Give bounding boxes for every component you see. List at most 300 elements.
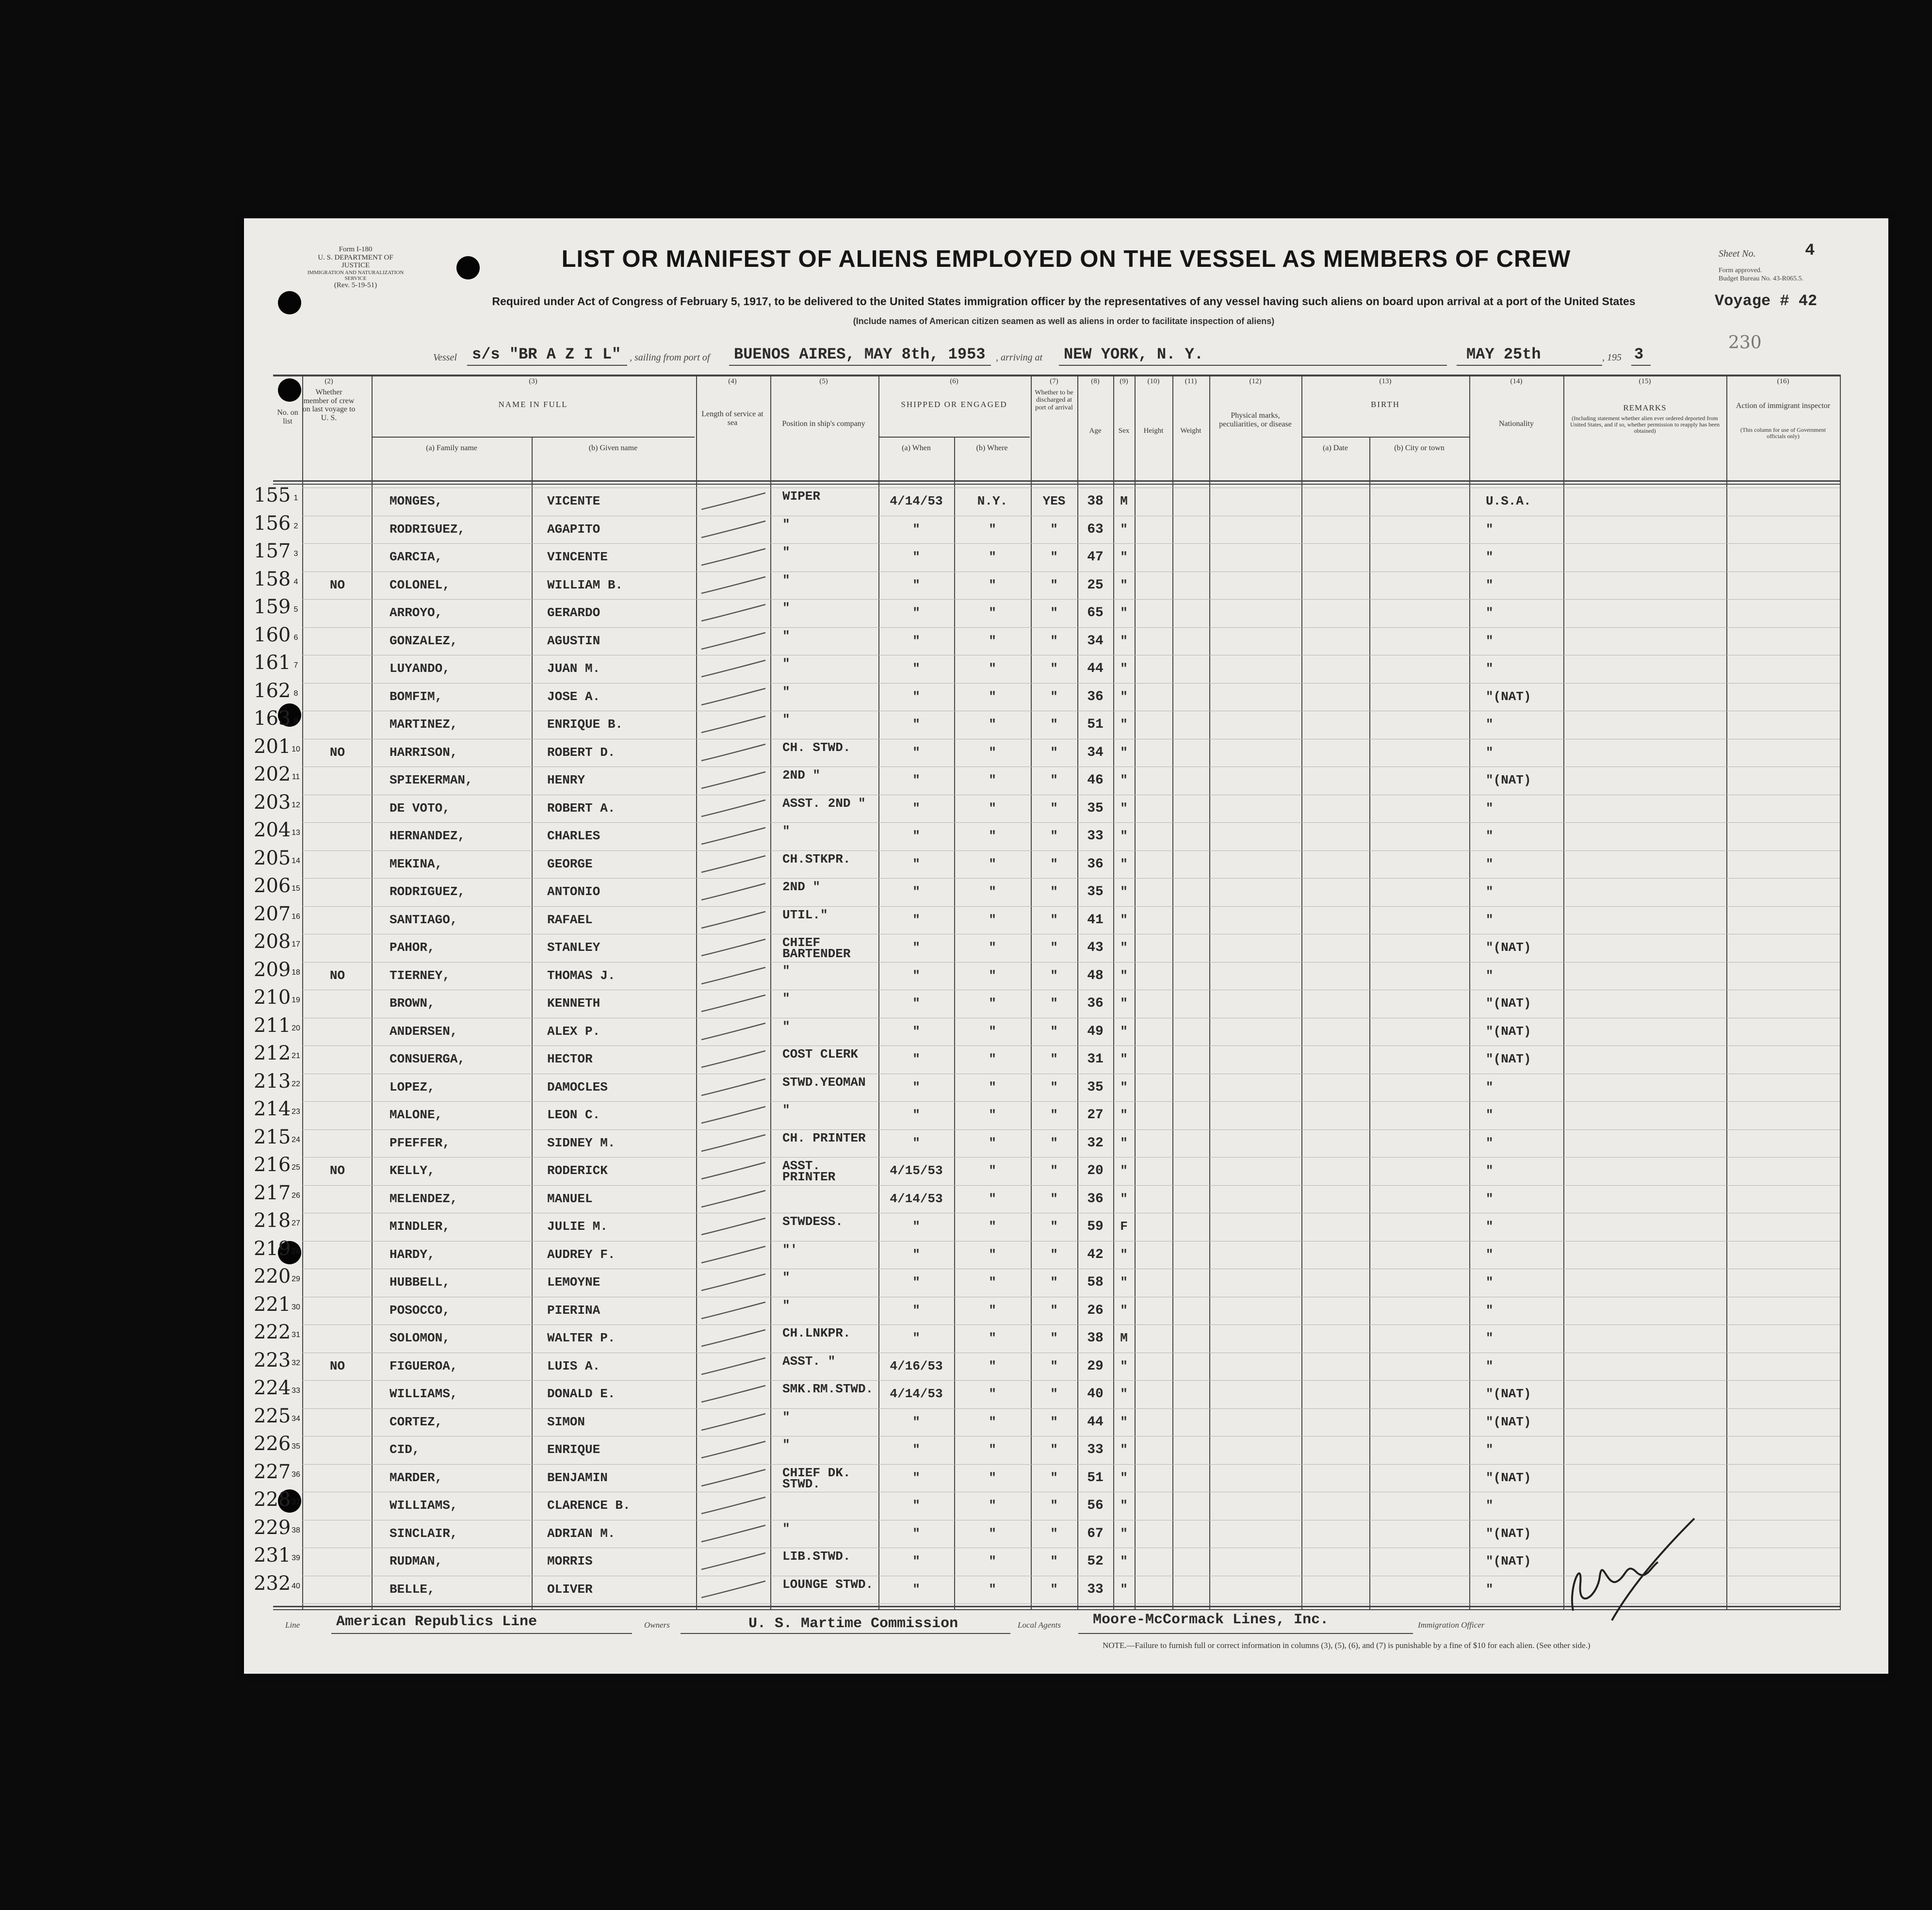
position: " <box>782 684 790 699</box>
table-row <box>244 1377 1888 1411</box>
nationality: "(NAT) <box>1486 1052 1531 1066</box>
age: 67 <box>1087 1526 1104 1541</box>
shipped-where: " <box>989 856 996 871</box>
table-row <box>244 707 1888 741</box>
row-number: 12 <box>292 800 300 809</box>
given-name: MANUEL <box>547 1191 593 1206</box>
age: 65 <box>1087 605 1104 620</box>
family-name: BOMFIM, <box>390 689 443 704</box>
position: ASST. 2ND " <box>782 796 866 811</box>
shipped-where: " <box>989 1331 996 1345</box>
discharged: " <box>1050 1498 1058 1513</box>
row-number: 17 <box>292 940 300 948</box>
shipped-where: " <box>989 968 996 983</box>
handwritten-serial: 156 <box>254 512 291 535</box>
position: " <box>782 1409 790 1424</box>
departure-port: BUENOS AIRES, MAY 8th, 1953 <box>734 345 986 363</box>
sex: " <box>1120 912 1128 927</box>
row-number: 22 <box>292 1079 300 1088</box>
position: UTIL." <box>782 907 828 922</box>
age: 51 <box>1087 1470 1104 1486</box>
given-name: JOSE A. <box>547 689 601 704</box>
family-name: MARTINEZ, <box>390 717 458 732</box>
sex: " <box>1120 633 1128 648</box>
handwritten-serial: 228 <box>254 1488 291 1511</box>
given-name: JULIE M. <box>547 1219 608 1234</box>
handwritten-serial: 161 <box>254 652 291 674</box>
sex: " <box>1120 577 1128 592</box>
row-number: 23 <box>292 1108 300 1116</box>
handwritten-serial: 206 <box>254 875 291 897</box>
age: 27 <box>1087 1108 1104 1123</box>
table-row <box>244 1014 1888 1048</box>
shipped-when: " <box>912 884 920 899</box>
family-name: TIERNEY, <box>390 968 450 983</box>
shipped-where: " <box>989 1414 996 1429</box>
family-name: LUYANDO, <box>390 661 450 676</box>
discharged: " <box>1050 1414 1058 1429</box>
position: CHIEF BARTENDER <box>782 935 851 962</box>
handwritten-serial: 157 <box>254 540 291 562</box>
sex: " <box>1120 1163 1128 1178</box>
family-name: FIGUEROA, <box>390 1358 458 1373</box>
nationality: " <box>1486 912 1494 927</box>
sex: " <box>1120 605 1128 620</box>
age: 36 <box>1087 856 1104 872</box>
service-strike-mark <box>698 490 770 514</box>
shipped-when: " <box>912 1554 920 1568</box>
nationality: " <box>1486 1358 1494 1373</box>
table-row <box>244 1126 1888 1160</box>
header-no-on-list: No. on list <box>277 408 298 425</box>
family-name: LOPEZ, <box>390 1079 435 1094</box>
position: COST CLERK <box>782 1047 859 1061</box>
service-strike-mark <box>698 769 770 793</box>
table-row <box>244 902 1888 937</box>
header-where: (b) Where <box>976 444 1008 452</box>
shipped-when: " <box>912 1442 920 1457</box>
sailing-label: , sailing from port of <box>630 352 710 363</box>
service-strike-mark <box>698 825 770 849</box>
nationality: "(NAT) <box>1486 1414 1531 1429</box>
given-name: HENRY <box>547 773 585 787</box>
table-row <box>244 1070 1888 1104</box>
discharged: " <box>1050 1442 1058 1457</box>
shipped-when: " <box>912 996 920 1011</box>
given-name: VINCENTE <box>547 550 608 564</box>
shipped-where: " <box>989 522 996 537</box>
row-number: 37 <box>292 1498 300 1506</box>
budget-bureau: Budget Bureau No. 43-R065.5. <box>1719 275 1803 282</box>
family-name: POSOCCO, <box>390 1303 450 1318</box>
service-strike-mark <box>698 546 770 570</box>
position: " <box>782 656 790 671</box>
shipped-when: " <box>912 717 920 732</box>
service-strike-mark <box>698 1215 770 1240</box>
discharged: " <box>1050 1247 1058 1262</box>
family-name: GARCIA, <box>390 550 443 564</box>
row-number: 6 <box>293 633 298 642</box>
given-name: CLARENCE B. <box>547 1498 631 1513</box>
punch-hole <box>278 291 301 314</box>
discharged: " <box>1050 1079 1058 1094</box>
discharged: " <box>1050 1191 1058 1206</box>
row-number: 36 <box>292 1470 300 1479</box>
handwritten-serial: 160 <box>254 623 291 646</box>
nationality: " <box>1486 800 1494 816</box>
shipped-where: " <box>989 1191 996 1206</box>
row-number: 14 <box>292 856 300 865</box>
position: " <box>782 572 790 588</box>
service-strike-mark <box>698 881 770 905</box>
age: 20 <box>1087 1163 1104 1178</box>
discharged: " <box>1050 745 1058 760</box>
arriving-label: , arriving at <box>996 352 1043 363</box>
family-name: MELENDEZ, <box>390 1191 458 1206</box>
header-birth-city: (b) City or town <box>1394 444 1445 452</box>
handwritten-serial: 231 <box>254 1544 291 1567</box>
position: " <box>782 1298 790 1313</box>
header-col12-num: (12) <box>1249 377 1262 385</box>
shipped-when: " <box>912 1108 920 1122</box>
row-number: 38 <box>292 1526 300 1535</box>
discharged: " <box>1050 605 1058 620</box>
header-col8-num: (8) <box>1091 377 1100 385</box>
position: " <box>782 545 790 559</box>
handwritten-serial: 221 <box>254 1293 291 1316</box>
given-name: GEORGE <box>547 856 593 871</box>
given-name: DAMOCLES <box>547 1079 608 1094</box>
shipped-where: " <box>989 1358 996 1373</box>
position: STWDESS. <box>782 1214 843 1229</box>
discharged: " <box>1050 940 1058 955</box>
shipped-where: " <box>989 1108 996 1122</box>
given-name: ENRIQUE <box>547 1442 601 1457</box>
shipped-when: " <box>912 856 920 871</box>
header-remarks: REMARKS <box>1623 403 1667 412</box>
punch-hole <box>278 378 301 402</box>
age: 38 <box>1087 1331 1104 1346</box>
handwritten-serial: 209 <box>254 958 291 981</box>
age: 44 <box>1087 1414 1104 1430</box>
sex: M <box>1120 1331 1128 1345</box>
header-bottom-rule <box>273 484 1840 485</box>
nationality: " <box>1486 1275 1494 1290</box>
position: " <box>782 1103 790 1117</box>
discharged: " <box>1050 912 1058 927</box>
shipped-where: " <box>989 1498 996 1513</box>
shipped-when: " <box>912 577 920 592</box>
vessel-label: Vessel <box>433 352 457 363</box>
service-strike-mark <box>698 1188 770 1212</box>
service-strike-mark <box>698 1522 770 1547</box>
table-row <box>244 1433 1888 1467</box>
family-name: SOLOMON, <box>390 1331 450 1345</box>
shipped-when: " <box>912 1275 920 1290</box>
header-name-in-full: NAME IN FULL <box>498 400 568 409</box>
service-strike-mark <box>698 1076 770 1100</box>
sex: " <box>1120 550 1128 564</box>
shipped-where: " <box>989 1024 996 1039</box>
service-strike-mark <box>698 1299 770 1323</box>
position: " <box>782 1437 790 1452</box>
family-name: CONSUERGA, <box>390 1052 466 1066</box>
sex: " <box>1120 717 1128 732</box>
given-name: THOMAS J. <box>547 968 616 983</box>
nationality: " <box>1486 717 1494 732</box>
shipped-where: " <box>989 1303 996 1318</box>
header-col13-num: (13) <box>1379 377 1392 385</box>
table-row <box>244 1321 1888 1355</box>
sex: " <box>1120 1414 1128 1429</box>
discharged: " <box>1050 1052 1058 1066</box>
family-name: WILLIAMS, <box>390 1498 458 1513</box>
prev-voyage: NO <box>329 577 345 592</box>
table-row <box>244 1209 1888 1243</box>
row-number: 29 <box>292 1275 300 1283</box>
shipped-where: " <box>989 1554 996 1568</box>
header-col16-num: (16) <box>1777 377 1789 385</box>
nationality: "(NAT) <box>1486 996 1531 1011</box>
sex: " <box>1120 1554 1128 1568</box>
sex: " <box>1120 745 1128 760</box>
row-number: 11 <box>292 773 300 781</box>
prev-voyage: NO <box>329 968 345 983</box>
nationality: "(NAT) <box>1486 1554 1531 1568</box>
service-strike-mark <box>698 630 770 654</box>
family-name: BELLE, <box>390 1582 435 1597</box>
age: 33 <box>1087 829 1104 844</box>
shipped-where: " <box>989 661 996 676</box>
header-col14-num: (14) <box>1510 377 1523 385</box>
family-name: MINDLER, <box>390 1219 450 1234</box>
sheet-label: Sheet No. <box>1719 248 1756 259</box>
age: 29 <box>1087 1358 1104 1374</box>
discharged: " <box>1050 1470 1058 1485</box>
row-number: 20 <box>292 1024 300 1032</box>
handwritten-serial: 162 <box>254 679 291 702</box>
age: 35 <box>1087 1079 1104 1095</box>
subtitle: Required under Act of Congress of February 5, 1917, to be delivered to the United States immigration officer by the representatives of any vessel having such aliens on board upon arrival at a port of the United States <box>492 295 1636 308</box>
shipped-when: " <box>912 689 920 704</box>
service-strike-mark <box>698 657 770 682</box>
inspector-signature <box>1554 1499 1699 1645</box>
vessel-name: s/s "BR A Z I L" <box>472 345 621 363</box>
nationality: "(NAT) <box>1486 1024 1531 1039</box>
shipped-where: " <box>989 1247 996 1262</box>
shipped-when: 4/16/53 <box>890 1358 943 1373</box>
service-strike-mark <box>698 1327 770 1351</box>
nationality: " <box>1486 884 1494 899</box>
shipped-where: " <box>989 1219 996 1234</box>
age: 56 <box>1087 1498 1104 1513</box>
sex: " <box>1120 800 1128 816</box>
handwritten-serial: 203 <box>254 791 291 814</box>
family-name: CID, <box>390 1442 420 1457</box>
shipped-when: " <box>912 1470 920 1485</box>
header-discharged: Whether to be discharged at port of arrival <box>1035 389 1073 411</box>
position: STWD.YEOMAN <box>782 1075 866 1090</box>
row-number: 1 <box>293 494 298 502</box>
service-strike-mark <box>698 936 770 961</box>
shipped-where: N.Y. <box>977 494 1008 508</box>
shipped-when: " <box>912 1582 920 1597</box>
header-col3-num: (3) <box>529 377 537 385</box>
year-label: , 195 <box>1602 352 1622 363</box>
sex: " <box>1120 773 1128 787</box>
shipped-when: " <box>912 829 920 843</box>
vessel-line <box>244 345 1888 370</box>
nationality: "(NAT) <box>1486 1526 1531 1541</box>
service: IMMIGRATION AND NATURALIZATION SERVICE <box>307 269 404 281</box>
family-name: PAHOR, <box>390 940 435 955</box>
sex: " <box>1120 1079 1128 1094</box>
nationality: " <box>1486 577 1494 592</box>
table-row <box>244 512 1888 546</box>
row-number: 39 <box>292 1554 300 1562</box>
form-code: (Rev. 5-19-51) <box>334 281 377 289</box>
position: " <box>782 517 790 532</box>
shipped-where: " <box>989 884 996 899</box>
shipped-when: " <box>912 1498 920 1513</box>
nationality: " <box>1486 1079 1494 1094</box>
owners-name: U. S. Martime Commission <box>748 1616 958 1632</box>
position: " <box>782 963 790 978</box>
family-name: KELLY, <box>390 1163 435 1178</box>
shipped-when: " <box>912 1052 920 1066</box>
family-name: RUDMAN, <box>390 1554 443 1568</box>
row-number: 8 <box>293 689 298 698</box>
department: U. S. DEPARTMENT OF JUSTICE <box>318 253 393 269</box>
table-row <box>244 679 1888 714</box>
table-row <box>244 791 1888 825</box>
nationality: " <box>1486 1108 1494 1122</box>
given-name: WILLIAM B. <box>547 577 623 592</box>
sex: " <box>1120 829 1128 843</box>
service-strike-mark <box>698 741 770 766</box>
sex: " <box>1120 968 1128 983</box>
nationality: " <box>1486 856 1494 871</box>
nationality: " <box>1486 1219 1494 1234</box>
position: CH. STWD. <box>782 740 851 755</box>
discharged: " <box>1050 1135 1058 1150</box>
position: CH.STKPR. <box>782 851 851 866</box>
header-height: Height <box>1143 427 1164 435</box>
shipped-where: " <box>989 1526 996 1541</box>
age: 31 <box>1087 1052 1104 1067</box>
row-number: 26 <box>292 1191 300 1200</box>
sex: " <box>1120 1191 1128 1206</box>
given-name: ROBERT A. <box>547 800 616 816</box>
age: 41 <box>1087 912 1104 928</box>
sex: " <box>1120 1498 1128 1513</box>
handwritten-serial: 227 <box>254 1460 291 1483</box>
agents-name: Moore-McCormack Lines, Inc. <box>1093 1612 1329 1628</box>
nationality: " <box>1486 1135 1494 1150</box>
sex: " <box>1120 884 1128 899</box>
age: 35 <box>1087 884 1104 899</box>
header-prev-voyage: Whether member of crew on last voyage to U. S. <box>302 388 356 422</box>
service-strike-mark <box>698 1159 770 1184</box>
service-strike-mark <box>698 602 770 626</box>
shipped-where: " <box>989 717 996 732</box>
form-number: Form I-180 <box>339 245 373 253</box>
sex: " <box>1120 1052 1128 1066</box>
shipped-when: " <box>912 1079 920 1094</box>
nationality: " <box>1486 829 1494 843</box>
discharged: " <box>1050 661 1058 676</box>
header-physical-marks: Physical marks, peculiarities, or disease <box>1219 411 1292 428</box>
sex: F <box>1120 1219 1128 1234</box>
family-name: ARROYO, <box>390 605 443 620</box>
given-name: VICENTE <box>547 494 601 508</box>
header-birth-date: (a) Date <box>1323 444 1348 452</box>
handwritten-serial: 158 <box>254 568 291 590</box>
discharged: " <box>1050 1387 1058 1401</box>
handwritten-serial: 208 <box>254 931 291 953</box>
header-col5-num: (5) <box>819 377 828 385</box>
given-name: RODERICK <box>547 1163 608 1178</box>
row-number: 40 <box>292 1582 300 1590</box>
nationality: " <box>1486 605 1494 620</box>
header-col9-num: (9) <box>1120 377 1128 385</box>
shipped-where: " <box>989 605 996 620</box>
shipped-when: " <box>912 800 920 816</box>
nationality: "(NAT) <box>1486 1470 1531 1485</box>
age: 63 <box>1087 522 1104 537</box>
discharged: " <box>1050 1358 1058 1373</box>
family-name: MEKINA, <box>390 856 443 871</box>
discharged: " <box>1050 856 1058 871</box>
service-strike-mark <box>698 1494 770 1518</box>
shipped-where: " <box>989 577 996 592</box>
position: " <box>782 601 790 615</box>
nationality: " <box>1486 1303 1494 1318</box>
service-strike-mark <box>698 909 770 933</box>
sex: M <box>1120 494 1128 508</box>
handwritten-serial: 225 <box>254 1404 291 1427</box>
handwritten-serial: 205 <box>254 847 291 869</box>
table-row <box>244 735 1888 769</box>
header-col2-num: (2) <box>325 377 333 385</box>
discharged: " <box>1050 1275 1058 1290</box>
table-row <box>244 568 1888 602</box>
given-name: SIMON <box>547 1414 585 1429</box>
sex: " <box>1120 940 1128 955</box>
family-name: BROWN, <box>390 996 435 1011</box>
discharged: " <box>1050 968 1058 983</box>
age: 36 <box>1087 996 1104 1011</box>
given-name: HECTOR <box>547 1052 593 1066</box>
sex: " <box>1120 1526 1128 1541</box>
sex: " <box>1120 1303 1128 1318</box>
table-row <box>244 958 1888 993</box>
family-name: HARRISON, <box>390 745 458 760</box>
handwritten-serial: 220 <box>254 1265 291 1288</box>
handwritten-serial: 218 <box>254 1209 291 1232</box>
handwritten-serial: 226 <box>254 1433 291 1455</box>
given-name: OLIVER <box>547 1582 593 1597</box>
sex: " <box>1120 689 1128 704</box>
service-strike-mark <box>698 1411 770 1435</box>
table-row <box>244 1460 1888 1495</box>
shipped-when: 4/14/53 <box>890 1387 943 1401</box>
handwritten-serial: 202 <box>254 763 291 785</box>
sex: " <box>1120 661 1128 676</box>
given-name: JUAN M. <box>547 661 601 676</box>
discharged: " <box>1050 1554 1058 1568</box>
table-row <box>244 596 1888 630</box>
